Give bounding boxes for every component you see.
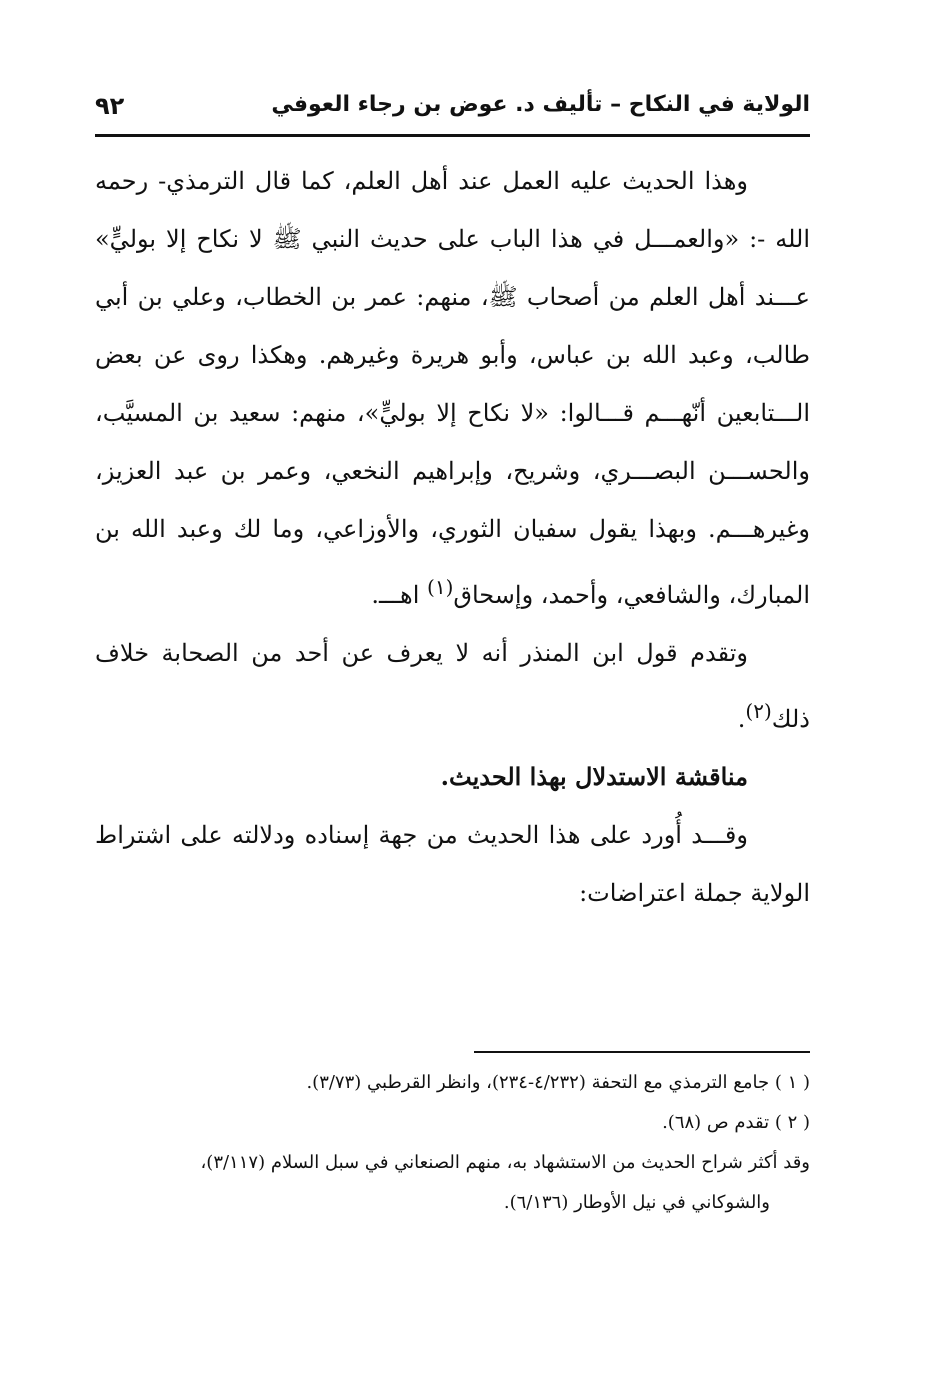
footnote-3-line-2: والشوكاني في نيل الأوطار (٦/١٣٦).: [503, 1192, 770, 1213]
paragraph-objections: وقـــد أُورد على هذا الحديث من جهة إسناده ودلالته على اشتراط الولاية جملة اعتراضات:: [95, 821, 810, 907]
paragraph-ibn-mundhir: [95, 624, 810, 748]
footnote-2: ( ٢ ) تقدم ص (٦٨).: [662, 1112, 810, 1133]
paragraph-text: وتقدم قول ابن المنذر أنه لا يعرف عن أحد من الصحابة خلاف ذلك: [95, 639, 810, 733]
page-number: ٩٢: [95, 92, 125, 120]
footnote-ref-2: (٢): [745, 699, 772, 723]
paragraph-tirmidhi-quote: [95, 152, 810, 624]
section-heading: مناقشة الاستدلال بهذا الحديث.: [440, 762, 748, 791]
page-header: [95, 92, 810, 132]
footnote-3-line-1: وقد أكثر شراح الحديث من الاستشهاد به، منهم الصنعاني في سبل السلام (٣/١١٧)،: [200, 1152, 810, 1173]
main-text: [95, 152, 810, 922]
paragraph-text: وهذا الحديث عليه العمل عند أهل العلم، كما قال الترمذي- رحمه الله -: «والعمـــل في هذا الباب على حديث النبي ﷺ لا نكاح إلا بوليٍّ» عـــند أهل العلم من أصحاب ﷺ، منهم: عمر بن الخطاب، وعلي بن أبي طالب، وعبد الله بن عباس، وأبو هريرة وغيرهم. وهكذا روى عن بعض الـــتابعين أنّهـــم قـــالوا: «لا نكاح إلا بوليٍّ»، منهم: سعيد بن المسيَّب، والحســـن البصـــري، وشريح، وإبراهيم النخعي، وعمر بن عبد العزيز، وغيرهـــم. وبهذا يقول سفيان الثوري، والأوزاعي، وما لك وعبد الله بن المبارك، والشافعي، وأحمد، وإسحاق: [95, 167, 811, 609]
header-rule: [95, 134, 810, 137]
footnote-1: ( ١ ) جامع الترمذي مع التحفة (٤/٢٣٢-٢٣٤)، وانظر القرطبي (٣/٧٣).: [306, 1072, 810, 1093]
paragraph-end: اهـــ.: [371, 581, 427, 609]
footnotes: [95, 1063, 810, 1223]
running-title: الولاية في النكاح – تأليف د. عوض بن رجاء العوفي: [271, 92, 810, 117]
footnote-separator: [474, 1051, 810, 1053]
paragraph-end: .: [737, 705, 746, 733]
footnote-ref-1: (١): [427, 575, 454, 599]
